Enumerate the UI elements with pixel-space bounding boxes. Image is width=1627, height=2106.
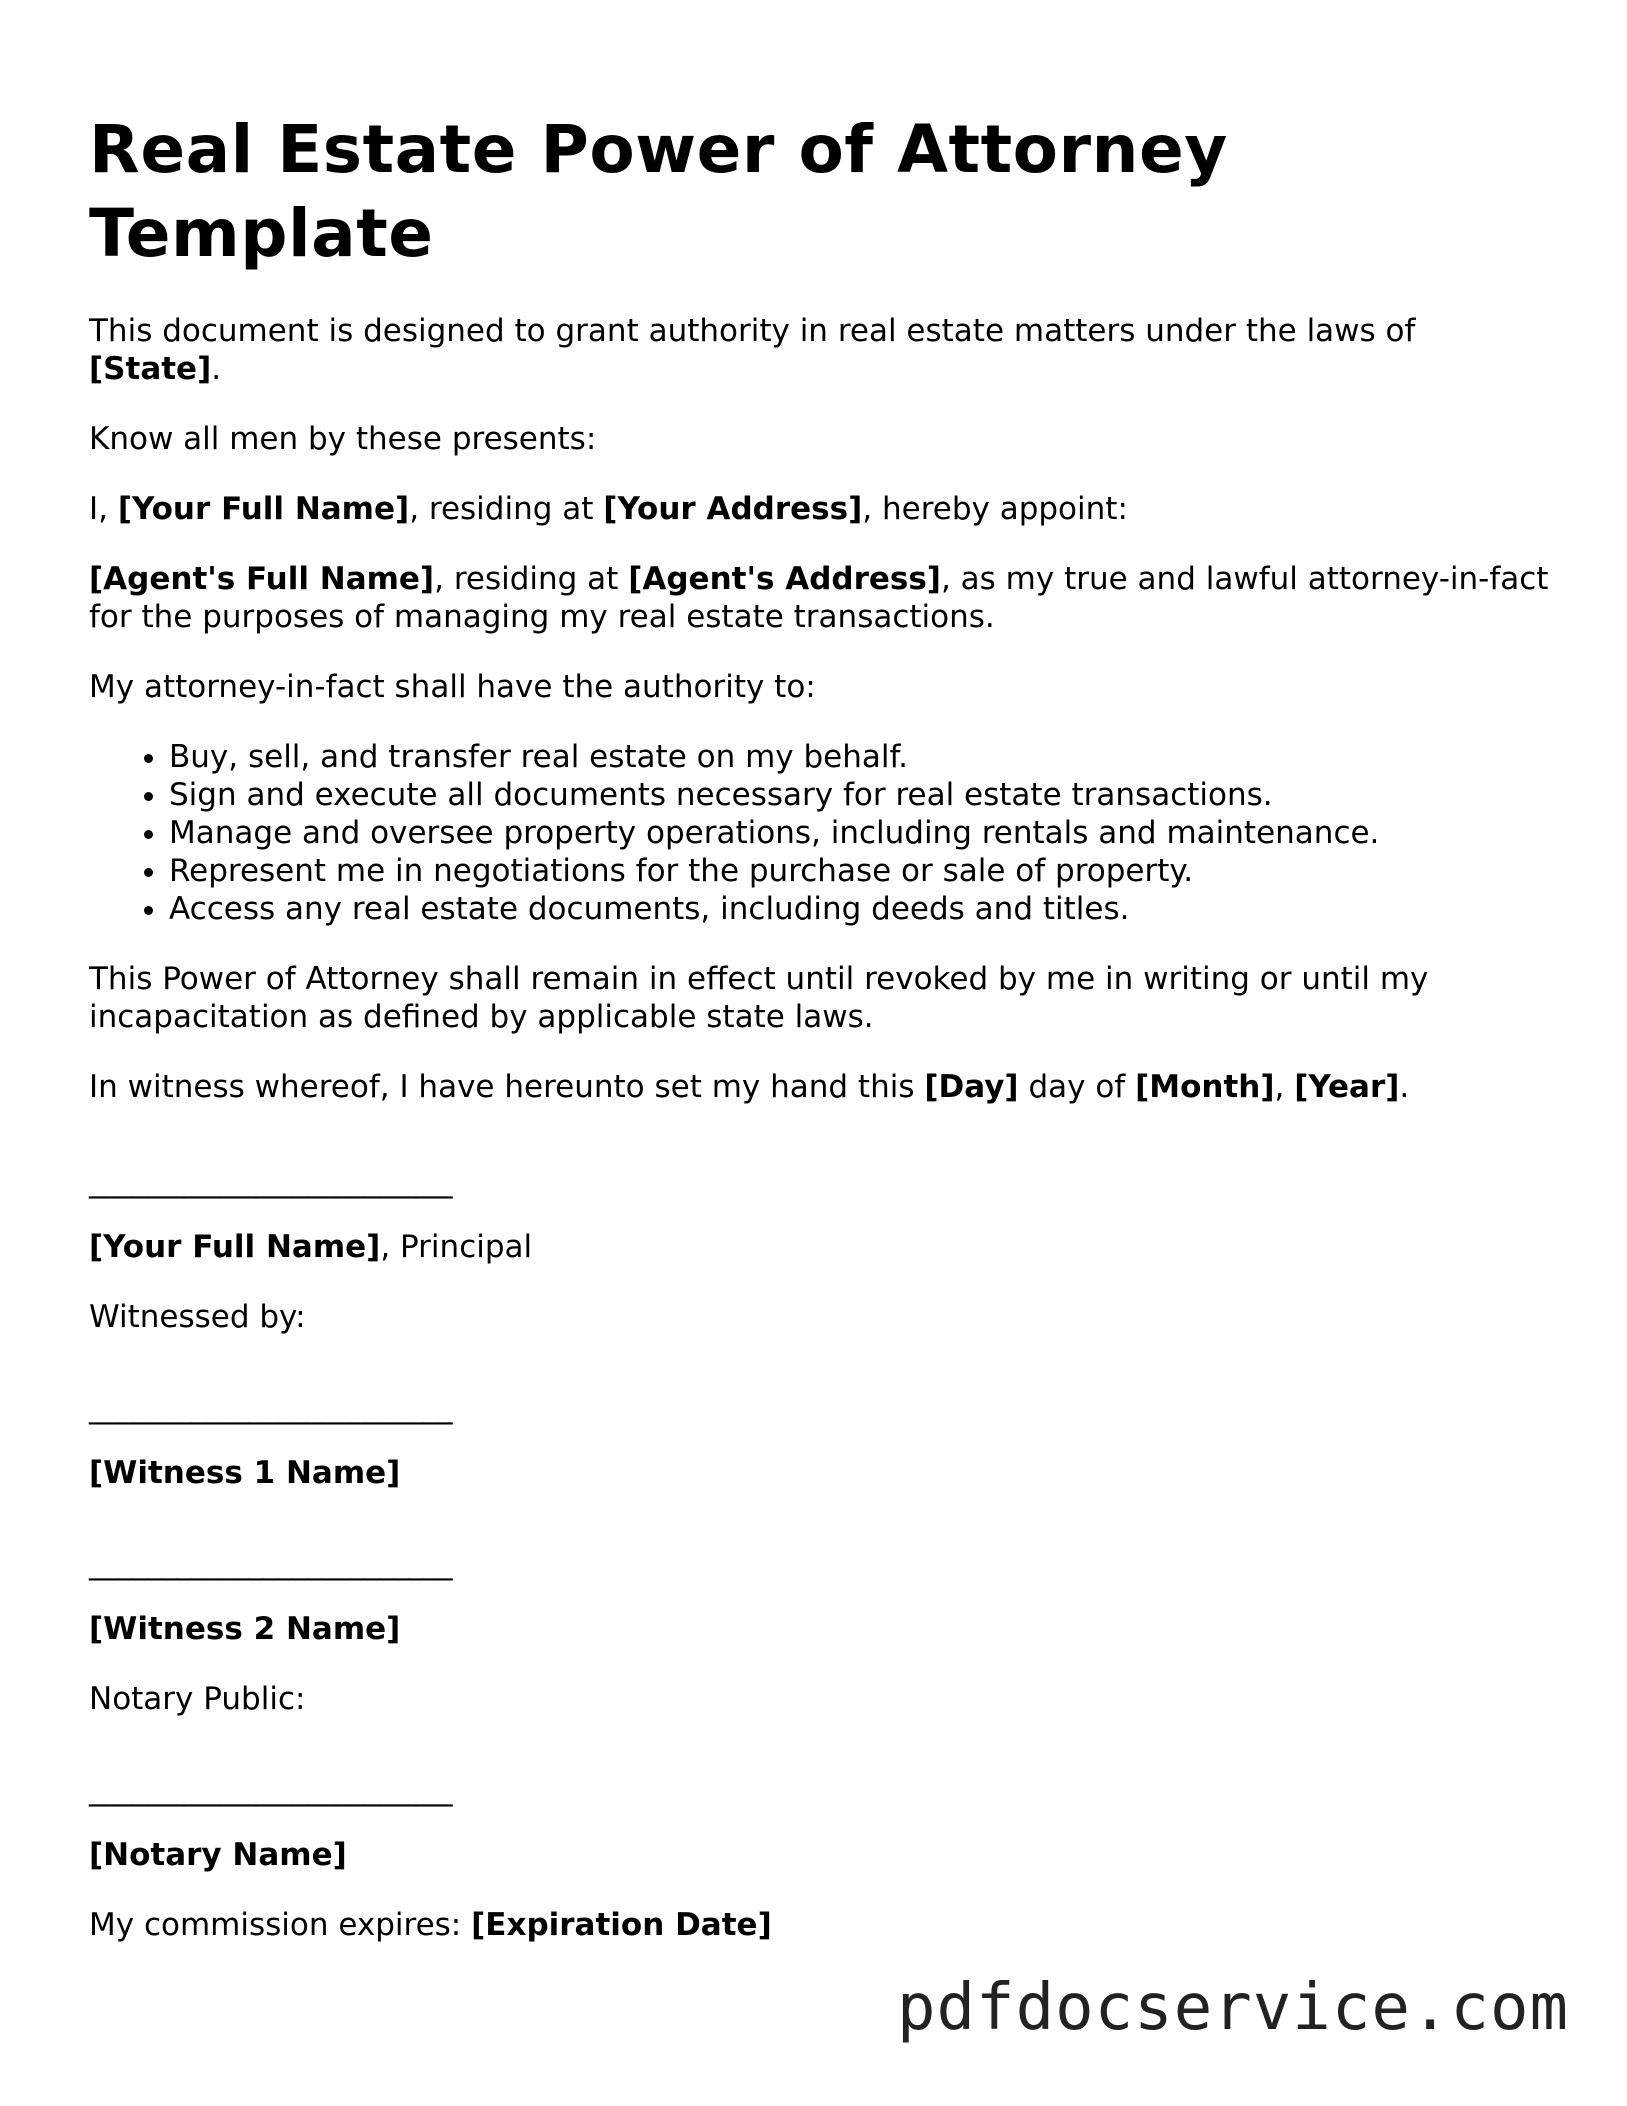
list-item: • Represent me in negotiations for the purchase or sale of property.: [169, 852, 1549, 890]
witness-2-signature-line: _________________________: [89, 1545, 452, 1581]
list-item: • Sign and execute all documents necessary for real estate transactions.: [169, 776, 1549, 814]
watermark-text: pdfdocservice.com: [896, 1971, 1569, 2045]
notary-public-label: Notary Public:: [89, 1681, 306, 1717]
witness-1-signature-line: _________________________: [89, 1389, 452, 1425]
witness-prefix: In witness whereof, I have hereunto set my hand this: [89, 1069, 925, 1105]
witness-mid: day of: [1018, 1069, 1136, 1105]
appoint-prefix: I,: [89, 491, 118, 527]
principal-name-placeholder: [Your Full Name]: [117, 491, 410, 527]
document-body: [89, 108, 1549, 1976]
month-placeholder: [Month]: [1135, 1069, 1275, 1105]
principal-caption: [89, 1228, 1549, 1266]
state-placeholder: [State]: [89, 351, 212, 387]
agent-paragraph: [89, 560, 1549, 636]
notary-signature-line: _________________________: [89, 1771, 452, 1807]
witness-1-name-placeholder: [Witness 1 Name]: [89, 1455, 401, 1491]
duration-paragraph: This Power of Attorney shall remain in effect until revoked by me in writing or until my incapacitation as defined by applicable state laws.: [89, 961, 1429, 1035]
appoint-end: , hereby appoint:: [862, 491, 1128, 527]
witnessed-by-label: Witnessed by:: [89, 1299, 306, 1335]
witness-2-caption: [89, 1610, 1549, 1648]
document-title: Real Estate Power of Attorney Template: [89, 111, 1228, 272]
authority-intro: My attorney-in-fact shall have the authority to:: [89, 669, 816, 705]
agent-name-placeholder: [Agent's Full Name]: [89, 561, 435, 597]
appoint-paragraph: [89, 490, 1549, 528]
notary-caption: [89, 1836, 1549, 1874]
list-item: • Manage and oversee property operations, including rentals and maintenance.: [169, 814, 1549, 852]
commission-label: My commission expires:: [89, 1907, 472, 1943]
list-item: • Buy, sell, and transfer real estate on my behalf.: [169, 738, 1549, 776]
witness-2-name-placeholder: [Witness 2 Name]: [89, 1611, 401, 1647]
witness-1-caption: [89, 1454, 1549, 1492]
agent-address-placeholder: [Agent's Address]: [628, 561, 941, 597]
commission-paragraph: [89, 1906, 1549, 1944]
agent-end: , as my true and lawful attorney-in-fact for the purposes of managing my real estate transactions.: [89, 561, 1549, 635]
principal-caption-role: , Principal: [380, 1229, 533, 1265]
list-item: • Access any real estate documents, including deeds and titles.: [169, 890, 1549, 928]
principal-address-placeholder: [Your Address]: [603, 491, 863, 527]
expiration-date-placeholder: [Expiration Date]: [471, 1907, 772, 1943]
intro-end: .: [211, 351, 222, 387]
principal-caption-name: [Your Full Name]: [89, 1229, 381, 1265]
witness-sep: ,: [1274, 1069, 1295, 1105]
notary-name-placeholder: [Notary Name]: [89, 1837, 347, 1873]
appoint-mid: , residing at: [409, 491, 604, 527]
day-placeholder: [Day]: [924, 1069, 1019, 1105]
year-placeholder: [Year]: [1294, 1069, 1400, 1105]
principal-signature-line: _________________________: [89, 1163, 452, 1199]
witness-end: .: [1399, 1069, 1410, 1105]
witness-whereof-paragraph: [89, 1068, 1549, 1106]
know-all-paragraph: Know all men by these presents:: [89, 421, 597, 457]
intro-paragraph: [89, 312, 1549, 388]
agent-mid: , residing at: [434, 561, 629, 597]
intro-text: This document is designed to grant authority in real estate matters under the laws of: [89, 313, 1416, 349]
powers-list: [89, 738, 1549, 928]
